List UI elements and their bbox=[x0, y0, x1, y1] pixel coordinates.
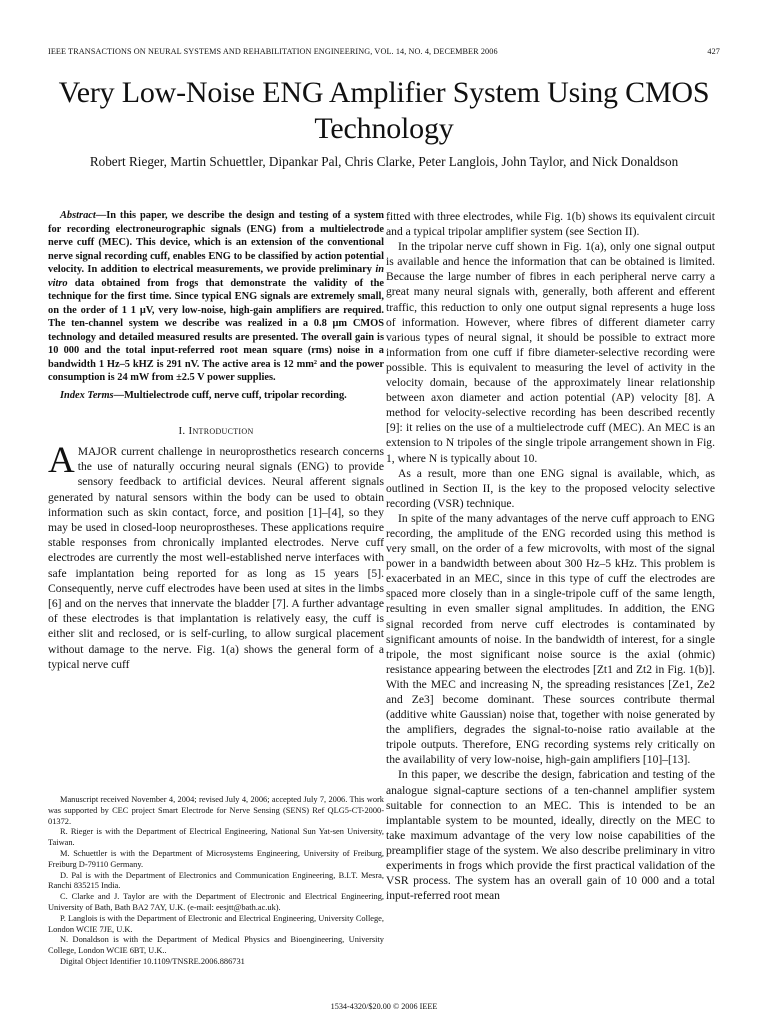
abstract bbox=[48, 209, 384, 385]
section-title: Introduction bbox=[188, 425, 254, 437]
drop-cap: A bbox=[48, 440, 75, 481]
body-paragraph: fitted with three electrodes, while Fig. 1(b) shows its equivalent circuit and a typical tripolar amplifier system (see Section II). bbox=[386, 210, 715, 239]
section-number: I. bbox=[178, 425, 189, 437]
abstract-dash: — bbox=[95, 210, 107, 221]
running-head bbox=[48, 47, 720, 59]
section-heading-introduction bbox=[48, 425, 384, 437]
footnote: D. Pal is with the Department of Electronics and Communication Engineering, B.I.T. Mesra, Ranchi 835215 India. bbox=[48, 870, 384, 891]
body-paragraph: In this paper, we describe the design, fabrication and testing of the analogue signal-capture sections of a ten-channel amplifier system suitable for connection to an MEC. This is intended to be an implantable system to be mounted, ideally, directly on the MEC to take maximum advantage of the very low noise capabilities of the preamplifier stage of the system. We also describe preliminary in vitro experiments in frogs which provide the first practical validation of the VSR process. The system has an overall gain of 10 000 and a total input-referred root mean bbox=[386, 768, 715, 903]
page-number: 427 bbox=[707, 47, 720, 56]
copyright-line: 1534-4320/$20.00 © 2006 IEEE bbox=[330, 1002, 438, 1011]
abstract-text-1: In this paper, we describe the design and testing of a system for recording electroneurographic signals (ENG) from a multielectrode nerve cuff (MEC). This device, which is an extension of the conventional nerve signal recording cuff, enables ENG to be classified by action potential velocity. In addition to electrical measurements, we provide preliminary bbox=[48, 210, 384, 275]
footnote: M. Schuettler is with the Department of Microsystems Engineering, University of Freiburg, Freiburg D-79110 Germany. bbox=[48, 848, 384, 869]
index-terms-dash: — bbox=[113, 389, 124, 401]
footnote: N. Donaldson is with the Department of Medical Physics and Bioengineering, University College, London WCIE 6BT, U.K.. bbox=[48, 935, 384, 956]
footnotes bbox=[48, 795, 384, 968]
left-column bbox=[48, 209, 384, 672]
footnote: Manuscript received November 4, 2004; revised July 4, 2006; accepted July 7, 2006. This work was supported by CEC project Smart Electrode for Nerve Sensing (SENS) Ref QLG5-CT-2000-01372. bbox=[48, 795, 384, 826]
intro-text: current challenge in neuroprosthetics research concerns the use of naturally occuring neural signals (ENG) to provide sensory feedback to artificial devices. Neural afferent signals generated by natural sensors within the body can be used to obtain information such as skin contact, force, and position [1]–[4], so they may be used in closed-loop neuroprostheses. These applications require stable responses from chronically implanted electrodes. Nerve cuff electrodes are currently the most well-established nerve interfaces with safe implantation being reported for as long as 15 years [5]. Consequently, nerve cuff electrodes have been used at sites in the limbs [6] and on the nerves that innervate the bladder [7]. A further advantage of these electrodes is that implantation is relatively easy, the cuff is either slit and reclosed, or is self-curling, to allow surgical placement without damage to the nerve. Fig. 1(a) shows the general form of a typical nerve cuff bbox=[48, 445, 384, 671]
index-terms-label: Index Terms bbox=[60, 389, 114, 401]
footnote: P. Langlois is with the Department of Electronic and Electrical Engineering, University College, London WCIE 7JE, U.K. bbox=[48, 913, 384, 934]
doi-footnote: Digital Object Identifier 10.1109/TNSRE.2006.886731 bbox=[60, 956, 245, 966]
journal-header: IEEE TRANSACTIONS ON NEURAL SYSTEMS AND REHABILITATION ENGINEERING, VOL. 14, NO. 4, DECEMBER 2006 bbox=[48, 47, 498, 56]
abstract-in-vitro: in vitro bbox=[48, 264, 384, 289]
body-paragraph: In spite of the many advantages of the nerve cuff approach to ENG recording, the amplitude of the ENG recorded using this method is very small, on the order of a few microvolts, with most of the signal power in a bandwidth between about 300 Hz–5 kHz. This problem is exacerbated in an MEC, since in this type of cuff the electrodes are spaced more closely than in a single-tripole cuff of the same length, resulting in even smaller signal amplitudes. In addition, the ENG signal recorded from nerve cuff electrodes is contaminated by significant amounts of noise. In the bandwidth of interest, for a single tripole, the most significant noise source is the axial (ohmic) resistance appearing between the electrodes [Zt1 and Zt2 in Fig. 1(b)]. With the MEC and increasing N, the spreading resistances [Ze1, Ze2 and Ze3] become dominant. These sources contribute thermal (additive white Gaussian) noise that, together with noise generated by the amplifiers, degrades the signal-to-noise ratio available at the tripole outputs. Therefore, ENG recording systems rely critically on the availability of very low-noise, high-gain amplifiers [10]–[13]. bbox=[386, 511, 715, 767]
index-terms-text: Multielectrode cuff, nerve cuff, tripolar recording. bbox=[124, 389, 347, 401]
intro-first-word: MAJOR bbox=[77, 445, 118, 458]
intro-paragraph bbox=[48, 440, 384, 672]
author-list: Robert Rieger, Martin Schuettler, Dipankar Pal, Chris Clarke, Peter Langlois, John Taylor, and Nick Donaldson bbox=[89, 154, 679, 169]
paper-title: Very Low-Noise ENG Amplifier System Using CMOS Technology bbox=[58, 76, 710, 145]
body-paragraph: In the tripolar nerve cuff shown in Fig. 1(a), only one signal output is available and hence the information that can be obtained is limited. Because the large number of fibres in each peripheral nerve carry a great many neural signals with, generally, both afferent and efferent traffic, this reduction to only one output signal represents a huge loss of information. However, where fibres of different diameter carry various types of neural signal, it should be possible to extract more information from one cuff if fibre diameter-selective recording were possible. This is equivalent to measuring the level of activity in the velocity domain, because of the approximately linear relationship between axon diameter and action potential (AP) velocity [8]. A method for velocity-selective recording has been described recently [9]: it relies on the use of a multielectrode cuff (MEC). An MEC is an extension to N tripoles of the single tripole arrangement shown in Fig. 1, where N is typically about 10. bbox=[386, 240, 715, 465]
footnote: R. Rieger is with the Department of Electrical Engineering, National Sun Yat-sen University, Taiwan. bbox=[48, 827, 384, 848]
abstract-text-2: data obtained from frogs that demonstrate the validity of the technique for the first time. Since typical ENG signals are extremely small, on the order of 1 1 μV, very low-noise, high-gain amplifiers are required. The ten-channel system we describe was realized in a 0.8 μm CMOS technology and detailed measured results are presented. The overall gain is 10 000 and the total input-referred root mean square (rms) noise in a bandwidth 1 Hz–5 kHZ is 291 nV. The active area is 12 mm² and the power consumption is 24 mW from ±2.5 V power supplies. bbox=[48, 277, 384, 383]
footnote: C. Clarke and J. Taylor are with the Department of Electronic and Electrical Engineering, University of Bath, Bath BA2 7AY, U.K. (e-mail: eesjtt@bath.ac.uk). bbox=[48, 892, 384, 912]
right-column bbox=[386, 209, 715, 903]
body-paragraph: As a result, more than one ENG signal is available, which, as outlined in Section II, is the key to the proposed velocity selective recording (VSR) technique. bbox=[386, 466, 715, 510]
abstract-label: Abstract bbox=[60, 210, 96, 221]
index-terms bbox=[48, 389, 384, 403]
